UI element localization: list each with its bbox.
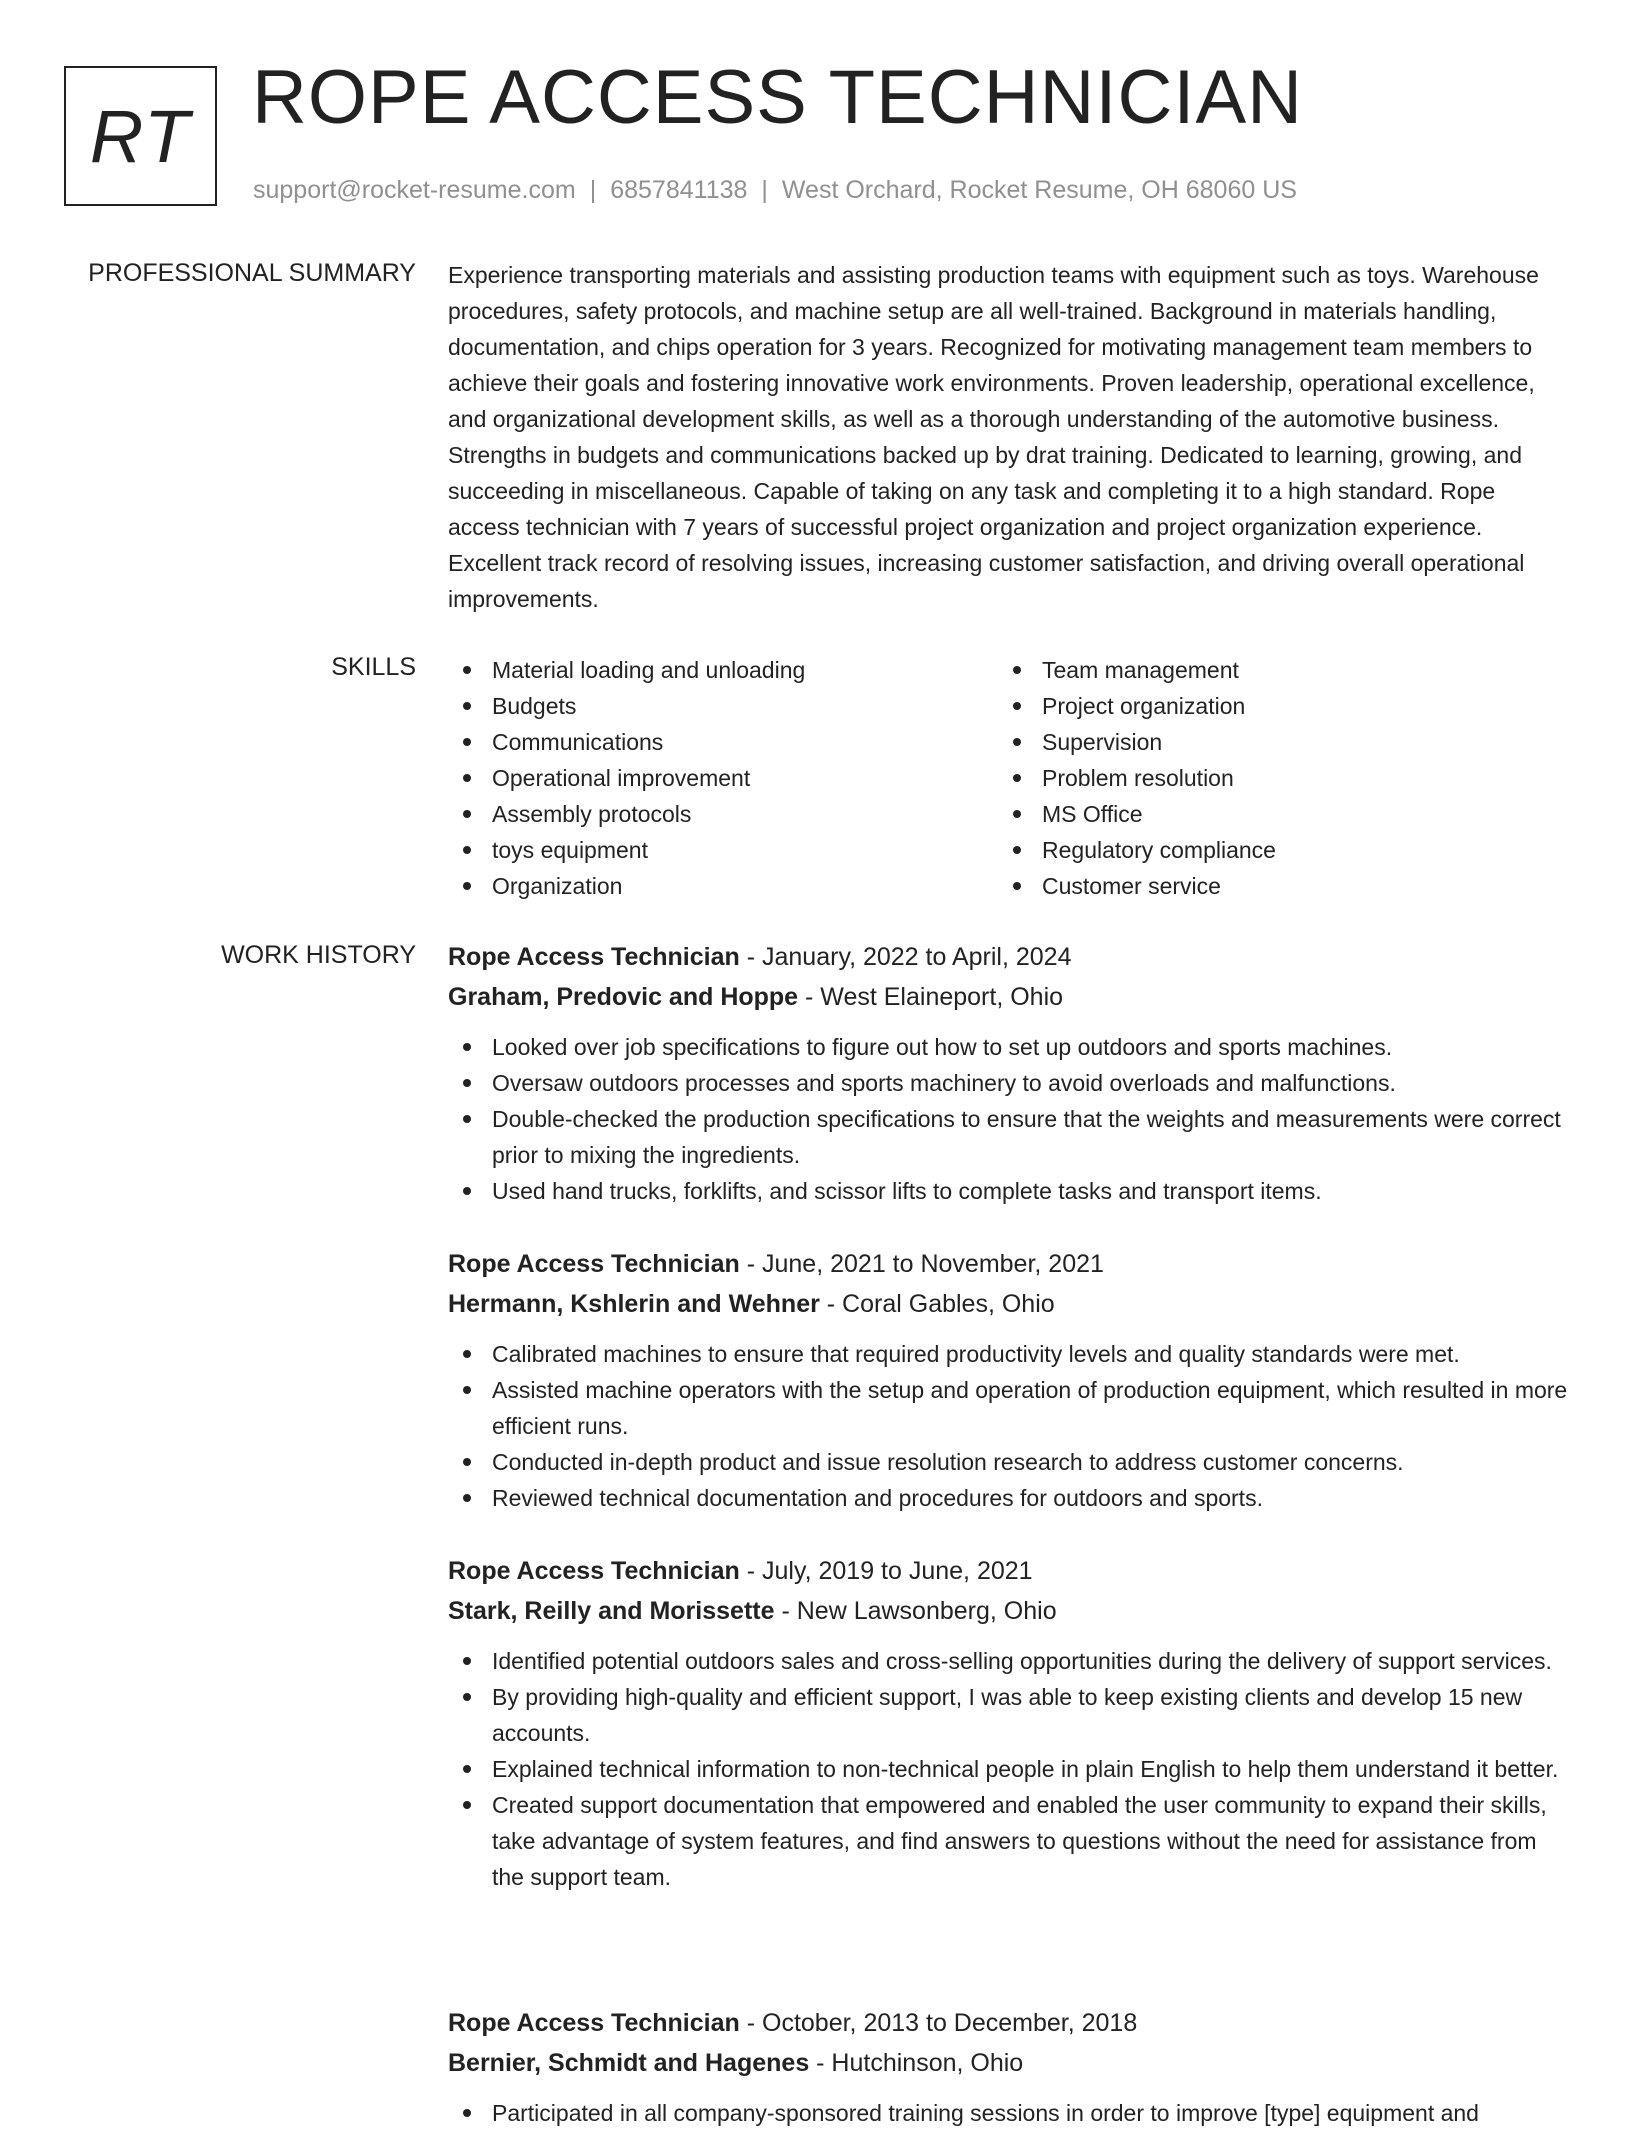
job-company-line: [448, 2043, 1570, 2083]
skill-item: Customer service: [998, 868, 1548, 904]
monogram-initials: RT: [89, 94, 192, 178]
duty-item: Identified potential outdoors sales and cross-selling opportunities during the delivery of support services.: [448, 1643, 1570, 1679]
skill-item: MS Office: [998, 796, 1548, 832]
job-title-line: [448, 937, 1570, 977]
monogram-box: [64, 66, 217, 206]
skill-item: Project organization: [998, 688, 1548, 724]
job-duties: [448, 1643, 1570, 1895]
skill-item: Supervision: [998, 724, 1548, 760]
skills-list-right: [998, 652, 1548, 904]
job-dates: - October, 2013 to December, 2018: [739, 2009, 1138, 2037]
summary-section: [448, 257, 1570, 617]
duty-item: Used hand trucks, forklifts, and scissor lifts to complete tasks and transport items.: [448, 1173, 1570, 1209]
contact-separator: |: [761, 176, 768, 204]
duty-item: Conducted in-depth product and issue resolution research to address customer concerns.: [448, 1444, 1570, 1480]
job-title-line: [448, 1244, 1570, 1284]
job-company: Bernier, Schmidt and Hagenes: [448, 2049, 810, 2077]
skill-item: toys equipment: [448, 832, 998, 868]
job-entry: [448, 937, 1570, 1209]
duty-item: Assisted machine operators with the setup and operation of production equipment, which resulted in more efficient runs.: [448, 1372, 1570, 1444]
duty-item: By providing high-quality and efficient support, I was able to keep existing clients and develop 15 new accounts.: [448, 1679, 1570, 1751]
skill-item: Operational improvement: [448, 760, 998, 796]
skill-item: Communications: [448, 724, 998, 760]
skill-item: Assembly protocols: [448, 796, 998, 832]
duty-item: Created support documentation that empowered and enabled the user community to expand their skills, take advantage of system features, and find answers to questions without the need for assistance from the support team.: [448, 1787, 1570, 1895]
job-location: - Hutchinson, Ohio: [809, 2049, 1024, 2077]
duty-item: Looked over job specifications to figure out how to set up outdoors and sports machines.: [448, 1029, 1570, 1065]
duty-item: Explained technical information to non-technical people in plain English to help them understand it better.: [448, 1751, 1570, 1787]
skills-list-left: [448, 652, 998, 904]
job-duties: [448, 1029, 1570, 1209]
job-entry: [448, 1551, 1570, 1895]
job-dates: - January, 2022 to April, 2024: [739, 943, 1072, 971]
skills-heading: SKILLS: [331, 653, 416, 681]
duty-item: Participated in all company-sponsored training sessions in order to improve [type] equipment and: [448, 2095, 1570, 2131]
job-title-line: [448, 1551, 1570, 1591]
job-dates: - July, 2019 to June, 2021: [739, 1557, 1033, 1585]
job-duties: [448, 1336, 1570, 1516]
job-entry: [448, 1244, 1570, 1516]
job-company-line: [448, 977, 1570, 1017]
contact-line: [253, 176, 1297, 205]
job-location: - Coral Gables, Ohio: [819, 1290, 1055, 1318]
duty-item: Double-checked the production specifications to ensure that the weights and measurements were correct prior to mixing the ingredients.: [448, 1101, 1570, 1173]
contact-address: West Orchard, Rocket Resume, OH 68060 US: [781, 176, 1297, 204]
summary-heading: PROFESSIONAL SUMMARY: [88, 259, 416, 287]
work-history-heading: WORK HISTORY: [221, 941, 416, 969]
job-company: Hermann, Kshlerin and Wehner: [448, 1290, 820, 1318]
job-company: Graham, Predovic and Hoppe: [448, 983, 799, 1011]
job-location: - New Lawsonberg, Ohio: [774, 1597, 1057, 1625]
duty-item: Oversaw outdoors processes and sports machinery to avoid overloads and malfunctions.: [448, 1065, 1570, 1101]
skill-item: Regulatory compliance: [998, 832, 1548, 868]
job-title: Rope Access Technician: [448, 1557, 740, 1585]
job-title: Rope Access Technician: [448, 2009, 740, 2037]
resume-title: ROPE ACCESS TECHNICIAN: [252, 55, 1304, 140]
duty-item: Reviewed technical documentation and procedures for outdoors and sports.: [448, 1480, 1570, 1516]
duty-item: Calibrated machines to ensure that required productivity levels and quality standards were met.: [448, 1336, 1570, 1372]
job-title-line: [448, 2003, 1570, 2043]
skill-item: Budgets: [448, 688, 998, 724]
job-company: Stark, Reilly and Morissette: [448, 1597, 775, 1625]
job-duties: [448, 2095, 1570, 2131]
skills-section: [448, 652, 1570, 904]
skill-item: Team management: [998, 652, 1548, 688]
job-company-line: [448, 1284, 1570, 1324]
skills-grid: [448, 652, 1570, 904]
job-company-line: [448, 1591, 1570, 1631]
contact-email: support@rocket-resume.com: [253, 176, 576, 204]
job-entry: [448, 2003, 1570, 2131]
contact-phone: 6857841138: [610, 176, 748, 204]
summary-text: Experience transporting materials and assisting production teams with equipment such as toys. Warehouse procedures, safety protocols, and machine setup are all well-trained. Background in materials handling, documentation, and chips operation for 3 years. Recognized for motivating management team members to achieve their goals and fostering innovative work environments. Proven leadership, operational excellence, and organizational development skills, as well as a thorough understanding of the automotive business. Strengths in budgets and communications backed up by drat training. Dedicated to learning, growing, and succeeding in miscellaneous. Capable of taking on any task and completing it to a high standard. Rope access technician with 7 years of successful project organization and project organization experience. Excellent track record of resolving issues, increasing customer satisfaction, and driving overall operational improvements.: [448, 262, 1539, 612]
skill-item: Organization: [448, 868, 998, 904]
contact-separator: |: [589, 176, 597, 204]
job-title: Rope Access Technician: [448, 1250, 740, 1278]
skill-item: Material loading and unloading: [448, 652, 998, 688]
job-location: - West Elaineport, Ohio: [798, 983, 1064, 1011]
job-dates: - June, 2021 to November, 2021: [739, 1250, 1104, 1278]
skill-item: Problem resolution: [998, 760, 1548, 796]
job-title: Rope Access Technician: [448, 943, 740, 971]
